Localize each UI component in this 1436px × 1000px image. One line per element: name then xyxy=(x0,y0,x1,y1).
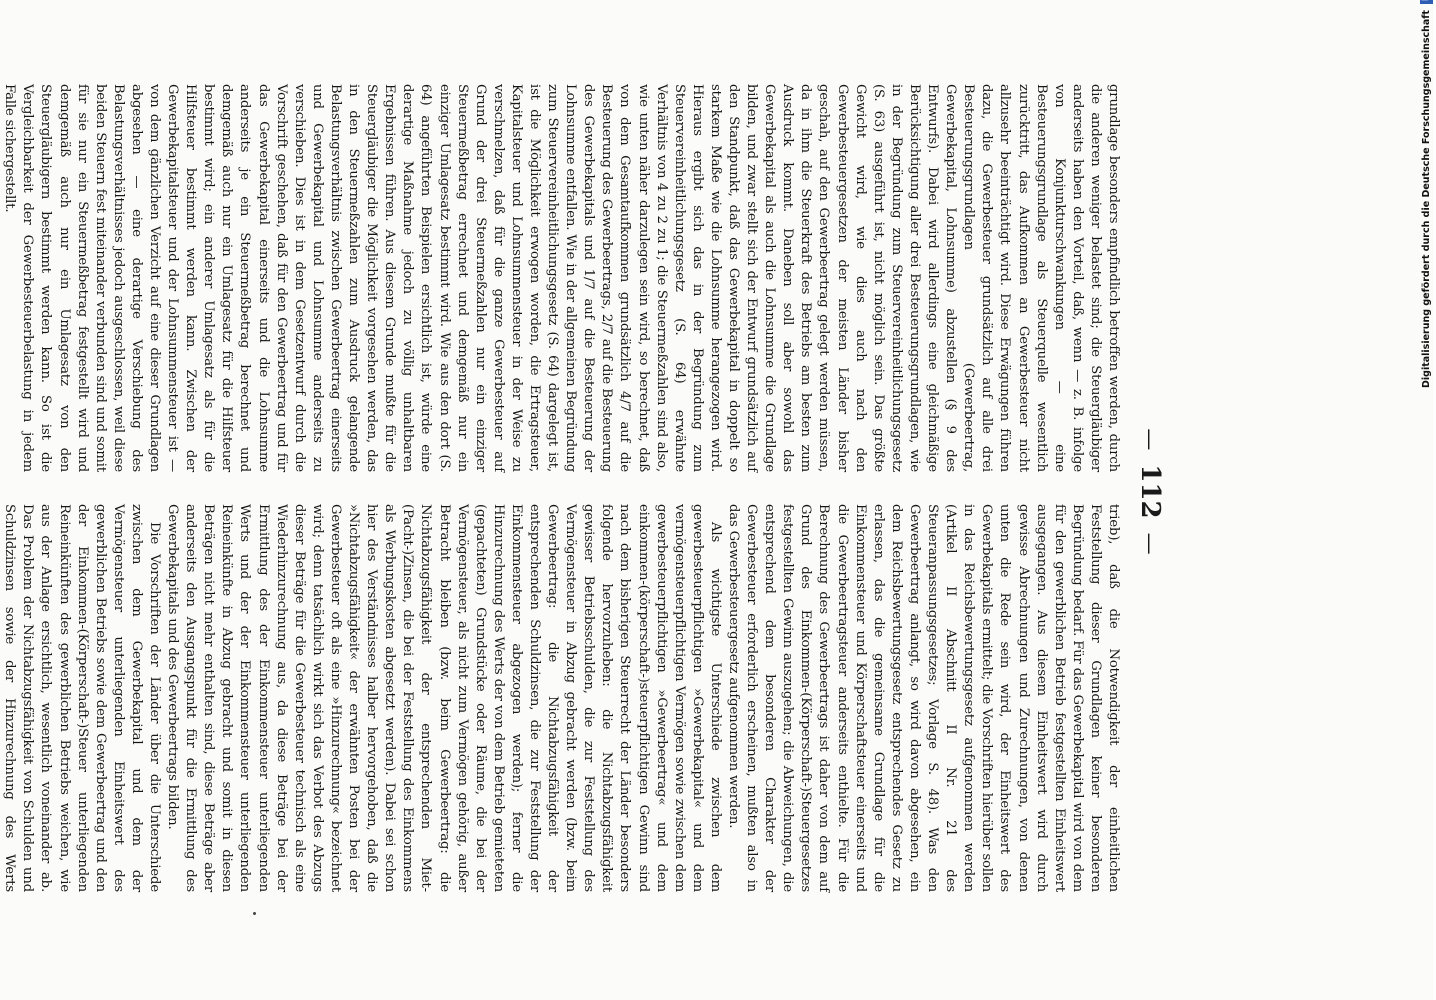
digitization-credit-text-wrap xyxy=(1418,8,1436,388)
digitization-credit xyxy=(1418,8,1436,388)
scan-speck xyxy=(253,912,256,915)
page-header xyxy=(1130,84,1170,899)
page-number: 112 xyxy=(1135,464,1165,519)
left-paragraph-1: grundlage besonders empfindlich betroffen werden, durch die anderen weniger belastet sind; die Steuergläubiger anderseits haben den Vorteil, daß, wenn — z. B. infolge von Konjunkturschwankungen — eine Besteuerungsgrundlage als Steuerquelle wesentlich zurücktritt, das Aufkommen an Gewerbesteuer nicht allzusehr beeinträchtigt wird. Diese Erwägungen führen dazu, die Gewerbesteuer grundsätzlich auf alle drei Besteuerungsgrundlagen (Gewerbeertrag, Gewerbekapital, Lohnsumme) abzustellen (§ 9 des Entwurfs). Dabei wird allerdings eine gleichmäßige Berücksichtigung aller drei Besteuerungsgrundlagen, wie in der Begründung zum Steuervereinheitlichungsgesetz (S. 63) ausgeführt ist, nicht möglich sein. Das größte Gewicht wird, wie dies auch nach den Gewerbesteuergesetzen der meisten Länder bisher geschah, auf den Gewerbeertrag gelegt werden müssen, da in ihm die Steuerkraft des Betriebs am besten zum Ausdruck kommt. Daneben soll aber sowohl das Gewerbekapital als auch die Lohnsumme die Grundlage bilden, und zwar stellt sich der Entwurf grundsätzlich auf den Standpunkt, daß das Gewerbekapital in doppelt so starkem Maße wie die Lohnsumme herangezogen wird. Hieraus ergibt sich das in der Begründung zum Steuervereinheitlichungsgesetz (S. 64) erwähnte Verhältnis von 4 zu 2 zu 1; die Steuermeßzahlen sind also, wie unten näher darzulegen sein wird, so berechnet, daß von dem Gesamtaufkommen grundsätzlich 4/7 auf die Besteuerung des Gewerbeertrags, 2/7 auf die Besteuerung des Gewerbekapitals und 1/7 auf die Besteuerung der Lohnsumme entfallen. Wie in der allgemeinen Begründung zum Steuervereinheitlichungsgesetz (S. 64) dargelegt ist, ist die Möglichkeit erwogen worden, die Ertragsteuer, Kapitalsteuer und Lohnsummensteuer in der Weise zu verschmelzen, daß für die ganze Gewerbesteuer auf Grund der drei Steuermeßzahlen nur ein einziger Steuermeßbetrag errechnet und demgemäß nur ein einziger Umlagesatz bestimmt wird. Wie aus den dort (S. 64) angeführten Beispielen ersichtlich ist, würde eine derartige Maßnahme jedoch zu völlig unhaltbaren Ergebnissen führen. Aus diesem Grunde mußte für die Steuergläubiger die Möglichkeit vorgesehen werden, das in den Steuermeßzahlen zum Ausdruck gelangende Belastungsverhältnis zwischen Gewerbeertrag einerseits und Gewerbekapital und Lohnsumme anderseits zu verschieben. Dies ist in dem Gesetzentwurf durch die Vorschrift geschehen, daß für den Gewerbeertrag und für das Gewerbekapital einerseits und die Lohnsumme anderseits je ein Steuermeßbetrag berechnet und demgemäß auch nur ein Umlagesatz für die Hilfsteuer bestimmt wird; ein anderer Umlagesatz als für die Hilfsteuer bestimmt werden kann. Zwischen der Gewerbekapitalsteuer und der Lohnsummensteuer ist — von dem gänzlichen Verzicht auf eine dieser Grundlagen abgesehen — eine derartige Verschiebung des Belastungsverhältnisses jedoch ausgeschlossen, weil diese beiden Steuern fest miteinander verbunden sind und somit für sie nur ein Steuermeßbetrag festgestellt wird und demgemäß auch nur ein Umlagesatz von den Steuergläubigern bestimmt werden kann. So ist die Vergleichbarkeit der Gewerbesteuerbelastung in jedem Falle sichergestellt. xyxy=(2,84,1121,472)
right-paragraph-2: Als wichtigste Unterschiede zwischen dem gewerbesteuerpflichtigen »Gewerbekapital« und dem vermögensteuerpflichtigen Vermögen sowie zwischen dem gewerbesteuerpflichtigen »Gewerbeertrag« und dem einkommen-(körperschaft-)steuerpflichtigen Gewinn sind nach dem bisherigen Steuerrecht der Länder besonders folgende hervorzuheben: die Nichtabzugsfähigkeit gewisser Betriebsschulden, die zur Feststellung des Vermögensteuer in Abzug gebracht werden (bzw. beim Gewerbeertrag: die Nichtabzugsfähigkeit der entsprechenden Schuldzinsen, die zur Feststellung der Einkommensteuer abgezogen werden); ferner die Hinzurechnung des Werts der von dem Betrieb gemieteten (gepachteten) Grundstücke oder Räume, die bei der Vermögensteuer, als nicht zum Vermögen gehörig, außer Betracht bleiben (bzw. beim Gewerbeertrag: die Nichtabzugsfähigkeit der entsprechenden Miet-(Pacht-)Zinsen, die bei der Feststellung des Einkommens als Werbungskosten abgesetzt werden). Dabei sei schon hier des Verständnisses halber hervorgehoben, daß die »Nichtabzugsfähigkeit« der erwähnten Posten bei der Gewerbesteuer oft als eine »Hinzurechnung« bezeichnet wird; denn tatsächlich wirkt sich das Verbot des Abzugs dieser Beträge für die Gewerbesteuer technisch als eine Wiederhinzurechnung aus, da diese Beträge bei der Ermittlung des der Einkommensteuer unterliegenden Werts und der der Einkommensteuer unterliegenden Reineinkünfte in Abzug gebracht und somit in diesen Beträgen nicht mehr enthalten sind, diese Beträge aber anderseits den Ausgangspunkt für die Ermittlung des Gewerbekapitals und des Gewerbeertrags bilden. xyxy=(165,504,723,892)
dfg-logo xyxy=(1420,0,1433,4)
digitization-credit-text: Digitalisierung gefördert durch die Deutsche Forschungsgemeinschaft xyxy=(1421,10,1432,388)
right-column xyxy=(2,504,1122,892)
rotated-page-content xyxy=(2,84,1170,899)
right-paragraph-3: Die Vorschriften der Länder über die Unterschiede zwischen dem Gewerbekapital und dem der Vermögensteuer unterliegenden Einheitswert des gewerblichen Betriebs sowie dem Gewerbeertrag und den der Einkommen-(Körperschaft-)Steuer unterliegenden Reineinkünften des gewerblichen Betriebs weichen, wie aus der Anlage ersichtlich, wesentlich voneinander ab. Das Problem der Nichtabzugsfähigkeit von Schulden und Schuldzinsen sowie der Hinzurechnung des Werts xyxy=(2,504,163,892)
right-paragraph-1: trieb), daß die Notwendigkeit der einheitlichen Feststellung dieser Grundlagen keiner besonderen Begründung bedarf. Für das Gewerbekapital wird von dem für den gewerblichen Betrieb festgestellten Einheitswert ausgegangen. Aus diesem Einheitswert wird durch gewisse Abrechnungen und Zurechnungen, von denen unten die Rede sein wird, der Einheitswert des Gewerbekapitals ermittelt; die Vorschriften hierüber sollen in das Reichsbewertungsgesetz aufgenommen werden (Artikel II Abschnitt II Nr. 21 des Steueranpassungsgesetzes; Vorlage S. 48). Was den Gewerbeertrag anlangt, so wird davon abgesehen, ein dem Reichsbewertungsgesetz entsprechendes Gesetz zu erlassen, das die gemeinsame Grundlage für die Einkommensteuer und Körperschaftsteuer einerseits und die Gewerbeertragsteuer anderseits enthielte. Für die Berechnung des Gewerbeertrags ist daher von dem auf Grund des Einkommen-(Körperschaft-)Steuergesetzes festgestellten Gewinn auszugehen; die Abweichungen, die entsprechend dem besonderen Charakter der Gewerbesteuer erforderlich erscheinen, mußten also in das Gewerbesteuergesetz aufgenommen werden. xyxy=(726,504,1121,892)
left-column xyxy=(2,84,1122,472)
header-dash-right: — xyxy=(1137,532,1163,555)
header-dash-left: — xyxy=(1137,428,1163,451)
